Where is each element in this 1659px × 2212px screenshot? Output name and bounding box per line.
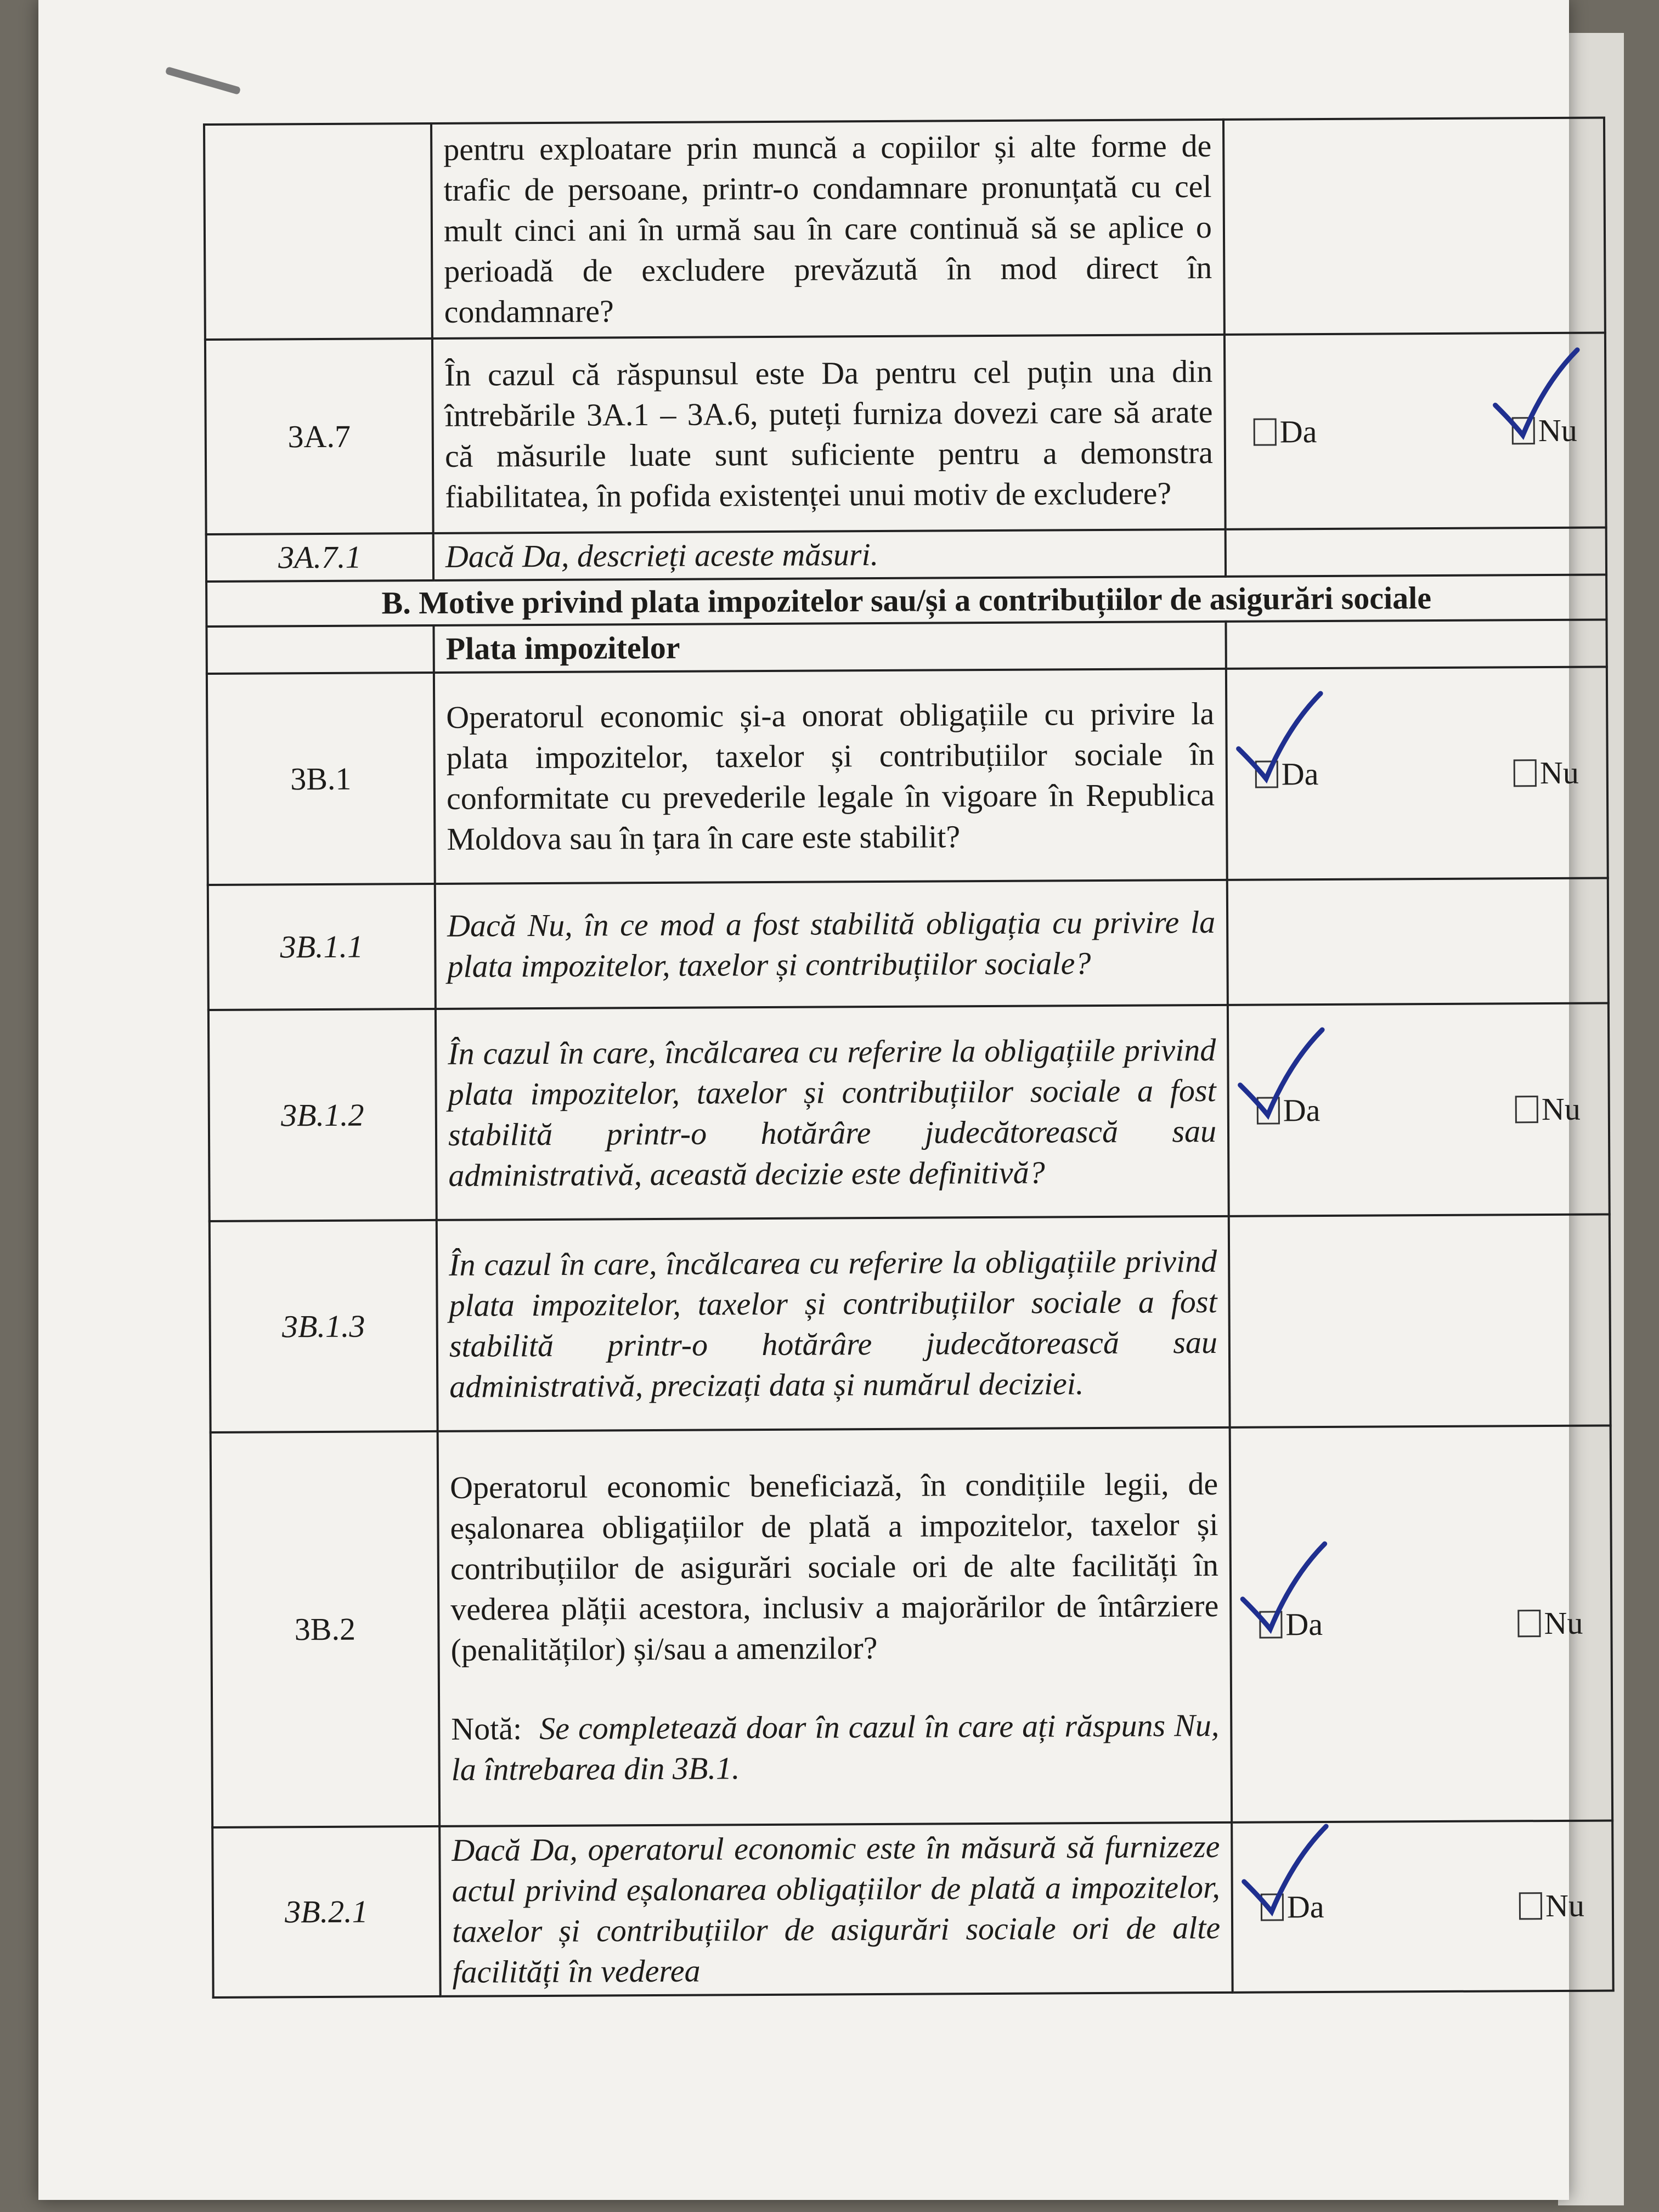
row-question: Operatorul economic și-a onorat obligațiile cu privire la plata impozitelor, taxelor și contribuțiilor sociale în conformitate cu prevederile legale în vigoare în Republica Moldova sau în țara în care este stabilit?	[434, 669, 1227, 884]
option-da[interactable]: Da	[1259, 1604, 1323, 1645]
row-question: Dacă Da, descrieți aceste măsuri.	[433, 529, 1226, 580]
row-code	[204, 123, 432, 340]
checkbox-nu[interactable]	[1515, 1096, 1538, 1123]
table-row	[208, 878, 1609, 1010]
row-code: 3B.1	[207, 673, 435, 885]
answer-cell	[1228, 1003, 1610, 1216]
answer-cell	[1224, 333, 1606, 529]
option-nu[interactable]: Nu	[1514, 752, 1579, 793]
answer-cell	[1232, 1820, 1613, 1992]
table-row	[208, 1003, 1610, 1221]
section-row	[206, 575, 1606, 627]
answer-cell	[1227, 878, 1609, 1005]
table-row	[212, 1820, 1613, 1997]
option-da[interactable]: Da	[1254, 411, 1317, 453]
answer-cell	[1226, 528, 1606, 577]
row-code: 3A.7.1	[206, 533, 433, 582]
checkbox-nu[interactable]	[1514, 759, 1537, 787]
option-da[interactable]: Da	[1257, 1090, 1321, 1131]
option-nu[interactable]: Nu	[1515, 1088, 1581, 1130]
option-nu[interactable]: Nu	[1512, 410, 1577, 451]
table-row	[206, 620, 1606, 674]
row-code: 3B.1.2	[208, 1009, 437, 1221]
checkmark-icon	[1234, 1019, 1328, 1124]
option-da[interactable]: Da	[1261, 1887, 1324, 1928]
option-da[interactable]: Da	[1255, 754, 1319, 795]
row-question: În cazul în care, încălcarea cu referire la obligațiile privind plata impozitelor, taxelor și contribuțiilor sociale a fost stabilită printr-o hotărâre judecătorească sau administrativă, precizați data și numărul deciziei.	[437, 1216, 1230, 1431]
row-code: 3B.1.1	[208, 884, 436, 1010]
table-row	[204, 118, 1605, 340]
option-nu[interactable]: Nu	[1517, 1603, 1583, 1644]
row-question: În cazul în care, încălcarea cu referire la obligațiile privind plata impozitelor, taxelor și contribuțiilor sociale a fost stabilită printr-o hotărâre judecătorească sau administrativă, această decizie este definitivă?	[436, 1005, 1229, 1220]
checkmark-icon	[1238, 1815, 1332, 1920]
checkmark-icon	[1237, 1533, 1331, 1638]
row-question: Dacă Nu, în ce mod a fost stabilită obligația cu privire la plata impozitelor, taxelor și contribuțiilor sociale?	[435, 880, 1228, 1009]
row-code: 3B.1.3	[210, 1220, 438, 1432]
checkbox-nu[interactable]	[1517, 1610, 1541, 1637]
section-title: B. Motive privind plata impozitelor sau/și a contribuțiilor de asigurări sociale	[206, 575, 1606, 627]
row-question: În cazul că răspunsul este Da pentru cel puțin una din întrebările 3A.1 – 3A.6, puteți furniza dovezi care să arate că măsurile luate sunt suficiente pentru a demonstra fiabilitatea, în pofida existenței unui motiv de excludere?	[432, 335, 1226, 533]
table-row	[211, 1425, 1612, 1827]
option-nu[interactable]: Nu	[1519, 1886, 1584, 1927]
spacer	[451, 1667, 1219, 1709]
row-code	[206, 625, 433, 674]
table-row	[205, 333, 1606, 534]
table-row	[207, 667, 1608, 885]
question-text: Operatorul economic beneficiază, în condițiile legii, de eșalonarea obligațiilor de plată a impozitelor, taxelor și contribuțiilor de asigurări sociale ori de alte facilități în vederea plății acestora, inclusiv a majorărilor de întârziere (penalităților) și/sau a amenzilor?	[449, 1465, 1219, 1668]
note-text: Se completează doar în cazul în care ați răspuns Nu, la întrebarea din 3B.1.	[451, 1707, 1220, 1787]
answer-cell	[1226, 620, 1606, 669]
checkbox-da[interactable]	[1254, 418, 1277, 445]
checkbox-nu[interactable]	[1519, 1892, 1542, 1920]
row-code: 3B.2.1	[212, 1826, 441, 1997]
table-row	[210, 1214, 1611, 1432]
row-code: 3A.7	[205, 338, 433, 534]
answer-cell	[1223, 118, 1605, 335]
checkmark-icon	[1233, 682, 1327, 787]
table-row	[206, 528, 1606, 582]
answer-cell	[1229, 1214, 1611, 1427]
row-code: 3B.2	[211, 1431, 440, 1827]
row-question	[438, 1427, 1232, 1826]
answer-cell	[1226, 667, 1608, 880]
subsection-title: Plata impozitelor	[433, 622, 1226, 673]
answer-cell	[1230, 1425, 1613, 1822]
checkmark-icon	[1489, 338, 1583, 443]
note-label: Notă:	[451, 1711, 522, 1747]
row-question: pentru exploatare prin muncă a copiilor și alte forme de trafic de persoane, printr-o condamnare pronunțată cu cel mult cinci ani în urmă sau în care continuă să se aplice o perioadă de excludere prevăzută în mod direct în condamnare?	[431, 120, 1224, 338]
note	[451, 1705, 1220, 1790]
row-question: Dacă Da, operatorul economic este în măsură să furnizeze actul privind eșalonarea obligațiilor de plată a impozitelor, taxelor și contribuțiilor de asigurări sociale ori de alte facilități în vederea	[439, 1822, 1232, 1996]
declaration-table	[203, 117, 1615, 1999]
